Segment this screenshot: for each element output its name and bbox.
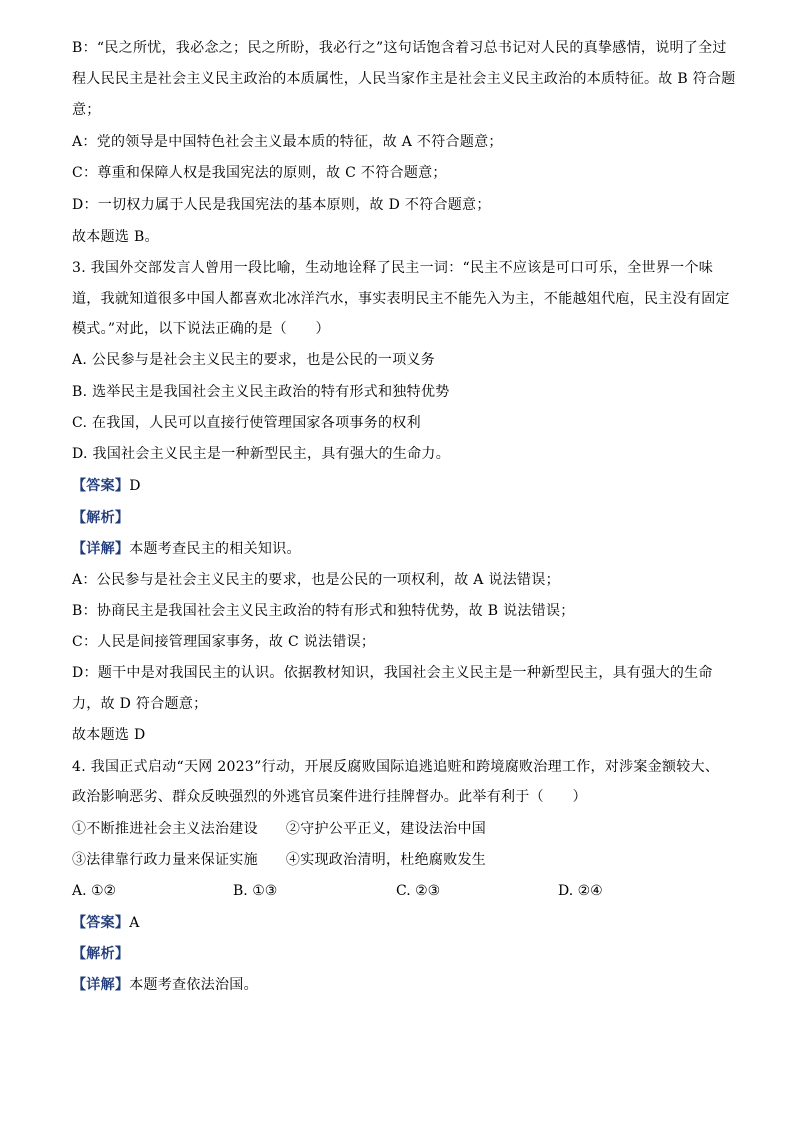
answer-value: D [129, 478, 141, 494]
q4-stem-line1: 4. 我国正式启动“天网 2023”行动，开展反腐败国际追逃追赃和跨境腐败治理工作，对涉案金额较大、 [72, 759, 720, 775]
q4-option-a: A. ①② [72, 883, 117, 899]
q3-expl-b: B：协商民主是我国社会主义民主政治的特有形式和独特优势，故 B 说法错误； [72, 603, 575, 619]
q2-explain-a: A：党的领导是中国特色社会主义最本质的特征，故 A 不符合题意； [72, 134, 503, 150]
answer-tag: 【答案】 [72, 478, 130, 494]
q2-explain-c: C：尊重和保障人权是我国宪法的原则，故 C 不符合题意； [72, 165, 447, 181]
answer-tag: 【答案】 [72, 915, 130, 931]
q2-explain-b-line2: 程人民民主是社会主义民主政治的本质属性，人民当家作主是社会主义民主政治的本质特征。故 B 符合题 [72, 71, 736, 87]
q4-item-4: ④实现政治清明，杜绝腐败发生 [285, 852, 487, 868]
q3-stem-line1: 3. 我国外交部发言人曾用一段比喻，生动地诠释了民主一词：“民主不应该是可口可乐，全世界一个味 [72, 260, 714, 276]
q4-items-row1 [72, 819, 486, 839]
q4-option-c: C. ②③ [396, 883, 441, 899]
q3-expl-d-line2: 力，故 D 符合题意； [72, 696, 208, 712]
q4-item-2: ②守护公平正义，建设法治中国 [285, 821, 487, 837]
answer-value: A [129, 915, 140, 931]
q3-stem-line2: 道，我就知道很多中国人都喜欢北冰洋汽水，事实表明民主不能先入为主，不能越俎代庖，民主没有固定 [72, 291, 730, 307]
q3-expl-c: C：人民是间接管理国家事务，故 C 说法错误； [72, 634, 376, 650]
q4-analysis [72, 944, 129, 964]
detail-text: 本题考查依法治国。 [129, 977, 258, 993]
q3-expl-d-line1: D：题干中是对我国民主的认识。依据教材知识，我国社会主义民主是一种新型民主，具有强大的生命 [72, 665, 713, 681]
detail-tag: 【详解】 [72, 541, 130, 557]
detail-tag: 【详解】 [72, 977, 130, 993]
q3-expl-a: A：公民参与是社会主义民主的要求，也是公民的一项权利，故 A 说法错误； [72, 572, 560, 588]
q3-stem-line3: 模式。”对此，以下说法正确的是（ ） [72, 321, 330, 337]
q3-option-d: D. 我国社会主义民主是一种新型民主，具有强大的生命力。 [72, 446, 451, 462]
q2-conclusion: 故本题选 B。 [72, 229, 159, 245]
q3-analysis [72, 508, 129, 528]
q3-option-b: B. 选举民主是我国社会主义民主政治的特有形式和独特优势 [72, 384, 450, 400]
q2-explain-b-line3: 意； [72, 102, 101, 118]
q2-explain-d: D：一切权力属于人民是我国宪法的基本原则，故 D 不符合题意； [72, 197, 491, 213]
q3-conclusion: 故本题选 D [72, 727, 146, 743]
analysis-tag: 【解析】 [72, 946, 130, 962]
q4-detail [72, 975, 258, 995]
q3-answer [72, 476, 141, 496]
q4-item-1: ①不断推进社会主义法治建设 [72, 821, 258, 837]
q3-detail [72, 539, 301, 559]
q3-option-a: A. 公民参与是社会主义民主的要求，也是公民的一项义务 [72, 352, 436, 368]
detail-text: 本题考查民主的相关知识。 [129, 541, 301, 557]
q4-option-d: D. ②④ [558, 883, 603, 899]
q4-option-b: B. ①③ [233, 883, 278, 899]
q4-stem-line2: 政治影响恶劣、群众反映强烈的外逃官员案件进行挂牌督办。此举有利于（ ） [72, 789, 587, 805]
q4-items-row2 [72, 850, 486, 870]
q4-answer [72, 913, 140, 933]
q4-item-3: ③法律靠行政力量来保证实施 [72, 852, 258, 868]
q2-explain-b-line1: B：“民之所忧，我必念之；民之所盼，我必行之”这句话饱含着习总书记对人民的真挚感情，说明了全过 [72, 40, 727, 56]
analysis-tag: 【解析】 [72, 510, 130, 526]
q3-option-c: C. 在我国，人民可以直接行使管理国家各项事务的权利 [72, 415, 421, 431]
